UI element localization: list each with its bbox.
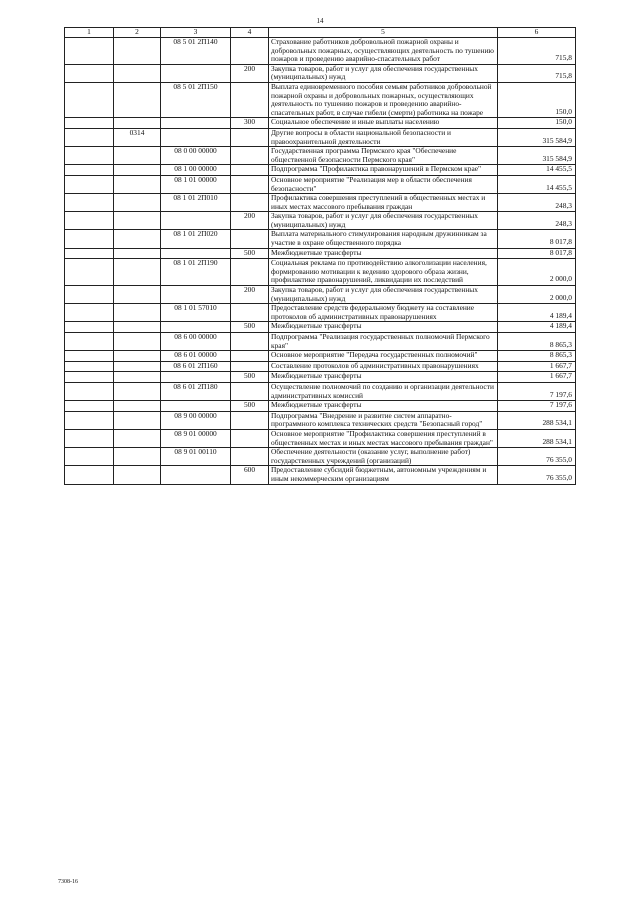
cell-col1 bbox=[65, 259, 114, 286]
cell-section-code bbox=[114, 212, 161, 230]
cell-description: Подпрограмма "Внедрение и развитие систем аппаратно-программного комплекса технических средств "Безопасный город" bbox=[269, 411, 498, 429]
cell-expense-type: 200 bbox=[231, 64, 269, 82]
cell-description: Профилактика совершения преступлений в общественных местах и иных местах массового пребывания граждан bbox=[269, 194, 498, 212]
cell-expense-type bbox=[231, 448, 269, 466]
column-header: 1 bbox=[65, 28, 114, 38]
cell-section-code bbox=[114, 382, 161, 400]
cell-section-code bbox=[114, 175, 161, 193]
cell-amount: 2 000,0 bbox=[498, 259, 576, 286]
cell-section-code bbox=[114, 466, 161, 484]
cell-target-article bbox=[161, 248, 231, 259]
table-row bbox=[65, 194, 576, 212]
cell-section-code bbox=[114, 82, 161, 117]
cell-description: Подпрограмма "Профилактика правонарушений в Пермском крае" bbox=[269, 165, 498, 176]
cell-expense-type bbox=[231, 128, 269, 146]
cell-amount: 288 534,1 bbox=[498, 429, 576, 447]
cell-target-article bbox=[161, 128, 231, 146]
page-number: 14 bbox=[316, 17, 324, 25]
cell-amount: 7 197,6 bbox=[498, 382, 576, 400]
cell-amount: 248,3 bbox=[498, 194, 576, 212]
cell-section-code bbox=[114, 248, 161, 259]
cell-amount: 4 189,4 bbox=[498, 322, 576, 333]
table-row bbox=[65, 333, 576, 351]
table-row bbox=[65, 248, 576, 259]
table-row bbox=[65, 38, 576, 65]
table-row bbox=[65, 448, 576, 466]
cell-col1 bbox=[65, 212, 114, 230]
cell-amount: 288 534,1 bbox=[498, 411, 576, 429]
cell-amount: 8 017,8 bbox=[498, 248, 576, 259]
cell-description: Предоставление средств федеральному бюджету на составление протоколов об административных правонарушениях bbox=[269, 304, 498, 322]
cell-expense-type: 500 bbox=[231, 401, 269, 412]
cell-amount: 315 584,9 bbox=[498, 128, 576, 146]
cell-expense-type bbox=[231, 351, 269, 362]
cell-section-code bbox=[114, 118, 161, 129]
cell-target-article: 08 9 01 00000 bbox=[161, 429, 231, 447]
cell-section-code bbox=[114, 259, 161, 286]
cell-description: Страхование работников добровольной пожарной охраны и добровольных пожарных, осуществляющих деятельность по тушению пожаров и проведению аварийно-спасательных работ bbox=[269, 38, 498, 65]
cell-description: Составление протоколов об административных правонарушениях bbox=[269, 361, 498, 372]
cell-amount: 76 355,0 bbox=[498, 448, 576, 466]
cell-section-code bbox=[114, 194, 161, 212]
cell-amount: 7 197,6 bbox=[498, 401, 576, 412]
cell-section-code bbox=[114, 64, 161, 82]
table-row bbox=[65, 411, 576, 429]
cell-section-code bbox=[114, 38, 161, 65]
cell-col1 bbox=[65, 82, 114, 117]
table-row bbox=[65, 175, 576, 193]
cell-section-code bbox=[114, 372, 161, 383]
cell-target-article: 08 9 01 00110 bbox=[161, 448, 231, 466]
table-row bbox=[65, 429, 576, 447]
column-header: 3 bbox=[161, 28, 231, 38]
cell-description: Основное мероприятие "Профилактика совершения преступлений в общественных местах и иных местах массового пребывания граждан" bbox=[269, 429, 498, 447]
cell-description: Предоставление субсидий бюджетным, автономным учреждениям и иным некоммерческим организациям bbox=[269, 466, 498, 484]
cell-amount: 1 667,7 bbox=[498, 372, 576, 383]
cell-expense-type bbox=[231, 175, 269, 193]
cell-col1 bbox=[65, 165, 114, 176]
cell-col1 bbox=[65, 448, 114, 466]
cell-description: Закупка товаров, работ и услуг для обеспечения государственных (муниципальных) нужд bbox=[269, 286, 498, 304]
cell-section-code bbox=[114, 401, 161, 412]
cell-amount: 76 355,0 bbox=[498, 466, 576, 484]
table-row bbox=[65, 286, 576, 304]
cell-description: Другие вопросы в области национальной безопасности и правоохранительной деятельности bbox=[269, 128, 498, 146]
cell-description: Межбюджетные трансферты bbox=[269, 322, 498, 333]
cell-target-article bbox=[161, 372, 231, 383]
cell-expense-type bbox=[231, 333, 269, 351]
cell-expense-type: 300 bbox=[231, 118, 269, 129]
cell-target-article bbox=[161, 401, 231, 412]
cell-col1 bbox=[65, 128, 114, 146]
cell-target-article bbox=[161, 64, 231, 82]
cell-col1 bbox=[65, 411, 114, 429]
cell-expense-type: 500 bbox=[231, 372, 269, 383]
cell-amount: 14 455,5 bbox=[498, 165, 576, 176]
cell-target-article bbox=[161, 118, 231, 129]
cell-amount: 150,0 bbox=[498, 82, 576, 117]
cell-amount: 248,3 bbox=[498, 212, 576, 230]
table-row bbox=[65, 259, 576, 286]
cell-description: Выплата единовременного пособия семьям работников добровольной пожарной охраны и добровольных пожарных, осуществляющих деятельность по тушению пожаров и проведению аварийно-спасательных работ, в случае гибели (смерти) работника на пожаре bbox=[269, 82, 498, 117]
cell-col1 bbox=[65, 175, 114, 193]
cell-description: Закупка товаров, работ и услуг для обеспечения государственных (муниципальных) нужд bbox=[269, 212, 498, 230]
cell-expense-type bbox=[231, 165, 269, 176]
cell-amount: 150,0 bbox=[498, 118, 576, 129]
cell-description: Межбюджетные трансферты bbox=[269, 372, 498, 383]
cell-target-article: 08 1 01 2П190 bbox=[161, 259, 231, 286]
cell-col1 bbox=[65, 38, 114, 65]
cell-col1 bbox=[65, 248, 114, 259]
table-row bbox=[65, 361, 576, 372]
table-row bbox=[65, 147, 576, 165]
cell-col1 bbox=[65, 372, 114, 383]
cell-col1 bbox=[65, 147, 114, 165]
table-row bbox=[65, 351, 576, 362]
cell-amount: 715,8 bbox=[498, 64, 576, 82]
cell-section-code bbox=[114, 230, 161, 248]
cell-col1 bbox=[65, 466, 114, 484]
cell-description: Подпрограмма "Реализация государственных полномочий Пермского края" bbox=[269, 333, 498, 351]
cell-section-code bbox=[114, 147, 161, 165]
cell-target-article: 08 6 01 00000 bbox=[161, 351, 231, 362]
cell-target-article: 08 5 01 2П150 bbox=[161, 82, 231, 117]
cell-expense-type: 200 bbox=[231, 286, 269, 304]
cell-expense-type: 500 bbox=[231, 322, 269, 333]
column-header: 4 bbox=[231, 28, 269, 38]
cell-col1 bbox=[65, 304, 114, 322]
table-row bbox=[65, 372, 576, 383]
cell-expense-type bbox=[231, 230, 269, 248]
cell-expense-type bbox=[231, 429, 269, 447]
cell-expense-type bbox=[231, 382, 269, 400]
header-row bbox=[65, 28, 576, 38]
cell-section-code bbox=[114, 333, 161, 351]
cell-expense-type bbox=[231, 361, 269, 372]
cell-description: Основное мероприятие "Реализация мер в области обеспечения безопасности" bbox=[269, 175, 498, 193]
table-row bbox=[65, 230, 576, 248]
cell-target-article bbox=[161, 322, 231, 333]
cell-target-article: 08 6 01 2П160 bbox=[161, 361, 231, 372]
cell-col1 bbox=[65, 361, 114, 372]
cell-section-code bbox=[114, 448, 161, 466]
cell-target-article: 08 6 00 00000 bbox=[161, 333, 231, 351]
cell-amount: 4 189,4 bbox=[498, 304, 576, 322]
cell-section-code: 0314 bbox=[114, 128, 161, 146]
cell-target-article bbox=[161, 466, 231, 484]
cell-col1 bbox=[65, 194, 114, 212]
cell-expense-type: 500 bbox=[231, 248, 269, 259]
cell-target-article: 08 1 01 2П010 bbox=[161, 194, 231, 212]
cell-section-code bbox=[114, 304, 161, 322]
cell-description: Межбюджетные трансферты bbox=[269, 401, 498, 412]
cell-expense-type bbox=[231, 147, 269, 165]
cell-section-code bbox=[114, 322, 161, 333]
cell-section-code bbox=[114, 165, 161, 176]
cell-col1 bbox=[65, 64, 114, 82]
column-header: 2 bbox=[114, 28, 161, 38]
cell-description: Выплата материального стимулирования народным дружинникам за участие в охране общественного порядка bbox=[269, 230, 498, 248]
cell-col1 bbox=[65, 118, 114, 129]
cell-description: Основное мероприятие "Передача государственных полномочий" bbox=[269, 351, 498, 362]
cell-amount: 1 667,7 bbox=[498, 361, 576, 372]
cell-target-article bbox=[161, 286, 231, 304]
cell-amount: 315 584,9 bbox=[498, 147, 576, 165]
cell-target-article: 08 1 01 57010 bbox=[161, 304, 231, 322]
cell-description: Социальное обеспечение и иные выплаты населению bbox=[269, 118, 498, 129]
column-header: 5 bbox=[269, 28, 498, 38]
table-row bbox=[65, 322, 576, 333]
cell-description: Межбюджетные трансферты bbox=[269, 248, 498, 259]
cell-target-article: 08 1 01 2П020 bbox=[161, 230, 231, 248]
cell-col1 bbox=[65, 401, 114, 412]
cell-section-code bbox=[114, 429, 161, 447]
cell-col1 bbox=[65, 351, 114, 362]
cell-description: Осуществление полномочий по созданию и организации деятельности административных комиссий bbox=[269, 382, 498, 400]
cell-description: Обеспечение деятельности (оказание услуг, выполнение работ) государственных учреждений (организаций) bbox=[269, 448, 498, 466]
cell-col1 bbox=[65, 382, 114, 400]
cell-col1 bbox=[65, 230, 114, 248]
cell-amount: 715,8 bbox=[498, 38, 576, 65]
column-header: 6 bbox=[498, 28, 576, 38]
table-row bbox=[65, 128, 576, 146]
table-row bbox=[65, 64, 576, 82]
table-row bbox=[65, 118, 576, 129]
cell-expense-type: 600 bbox=[231, 466, 269, 484]
cell-col1 bbox=[65, 322, 114, 333]
cell-expense-type bbox=[231, 411, 269, 429]
cell-target-article: 08 1 01 00000 bbox=[161, 175, 231, 193]
cell-col1 bbox=[65, 333, 114, 351]
cell-target-article: 08 5 01 2П140 bbox=[161, 38, 231, 65]
cell-section-code bbox=[114, 286, 161, 304]
table-row bbox=[65, 401, 576, 412]
cell-expense-type bbox=[231, 38, 269, 65]
cell-col1 bbox=[65, 429, 114, 447]
cell-section-code bbox=[114, 411, 161, 429]
cell-amount: 8 865,3 bbox=[498, 333, 576, 351]
cell-target-article: 08 1 00 00000 bbox=[161, 165, 231, 176]
cell-description: Социальная реклама по противодействию алкоголизации населения, формированию мотивации к ведению здорового образа жизни, профилактике правонарушений, ликвидации их последствий bbox=[269, 259, 498, 286]
cell-section-code bbox=[114, 351, 161, 362]
cell-amount: 8 865,3 bbox=[498, 351, 576, 362]
cell-amount: 14 455,5 bbox=[498, 175, 576, 193]
cell-target-article: 08 0 00 00000 bbox=[161, 147, 231, 165]
cell-expense-type bbox=[231, 82, 269, 117]
table-row bbox=[65, 466, 576, 484]
cell-expense-type bbox=[231, 304, 269, 322]
cell-section-code bbox=[114, 361, 161, 372]
table-row bbox=[65, 382, 576, 400]
table-row bbox=[65, 304, 576, 322]
cell-amount: 8 017,8 bbox=[498, 230, 576, 248]
cell-col1 bbox=[65, 286, 114, 304]
cell-expense-type: 200 bbox=[231, 212, 269, 230]
footer-document-code: 7308-16 bbox=[58, 879, 78, 885]
table-row bbox=[65, 212, 576, 230]
table-row bbox=[65, 165, 576, 176]
table-row bbox=[65, 82, 576, 117]
cell-description: Закупка товаров, работ и услуг для обеспечения государственных (муниципальных) нужд bbox=[269, 64, 498, 82]
cell-amount: 2 000,0 bbox=[498, 286, 576, 304]
cell-description: Государственная программа Пермского края "Обеспечение общественной безопасности Пермского края" bbox=[269, 147, 498, 165]
budget-table bbox=[64, 27, 576, 485]
cell-expense-type bbox=[231, 194, 269, 212]
cell-target-article: 08 9 00 00000 bbox=[161, 411, 231, 429]
cell-expense-type bbox=[231, 259, 269, 286]
cell-target-article bbox=[161, 212, 231, 230]
cell-target-article: 08 6 01 2П180 bbox=[161, 382, 231, 400]
table-body bbox=[65, 38, 576, 485]
